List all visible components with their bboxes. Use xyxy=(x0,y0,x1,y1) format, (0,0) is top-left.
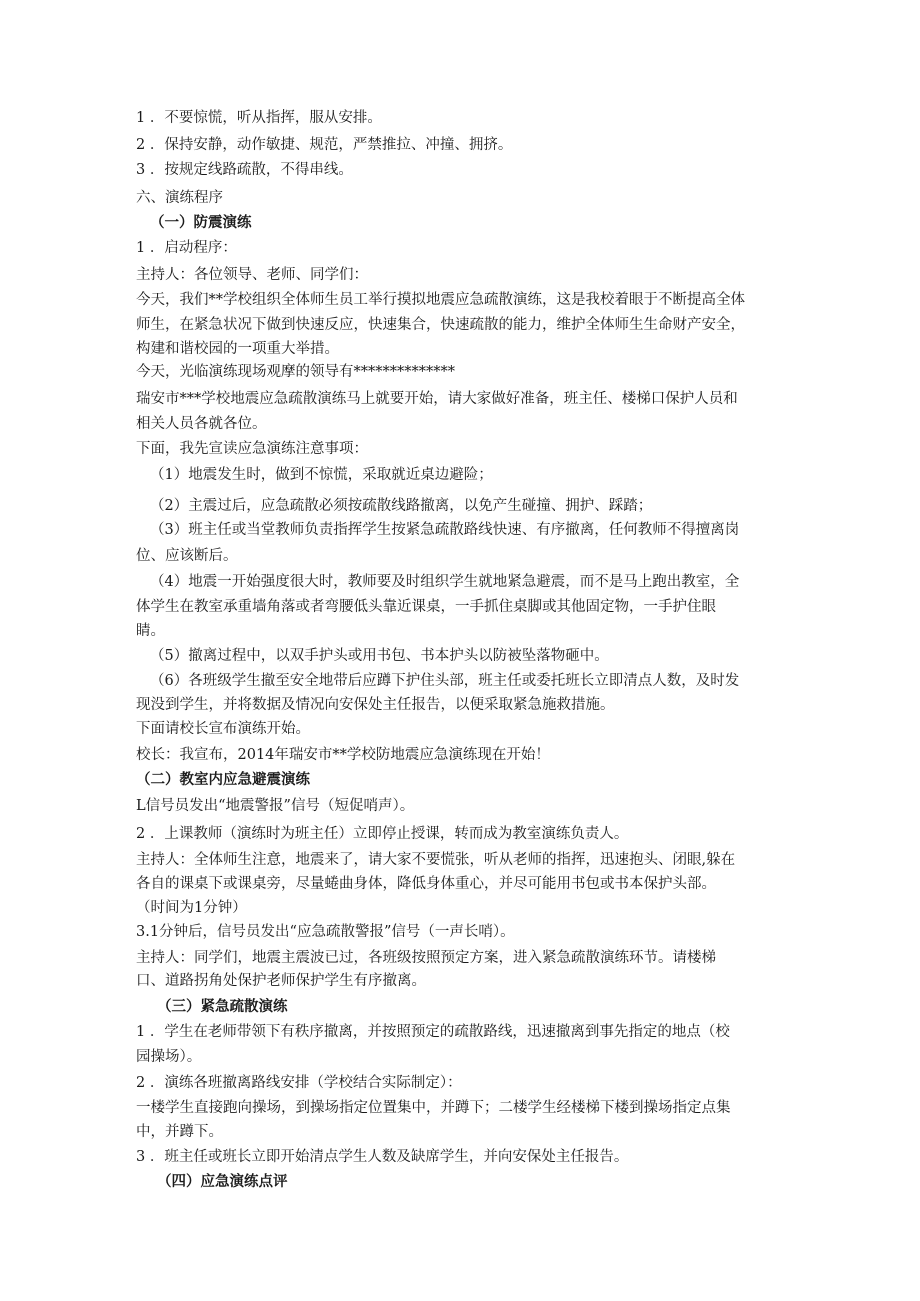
duration-note: （时间为1分钟） xyxy=(136,900,247,916)
classroom-step-1: L信号员发出“地震警报”信号（短促哨声）。 xyxy=(136,798,415,814)
classroom-step-2: 2 ．上课教师（演练时为班主任）立即停止授课，转而成为教室演练负责人。 xyxy=(136,826,629,842)
principal-intro: 下面请校长宣布演练开始。 xyxy=(136,721,310,737)
evacuation-route: 一楼学生直接跑向操场，到操场指定位置集中，并蹲下；二楼学生经楼梯下楼到操场指定点集 xyxy=(136,1100,731,1116)
host-instruction: 各自的课桌下或课桌旁，尽量蜷曲身体，降低身体重心，并尽可能用书包或书本保护头部。 xyxy=(136,876,716,892)
notice-item-4-cont: 睛。 xyxy=(136,623,165,639)
step-start-procedure: 1 ．启动程序： xyxy=(136,240,237,256)
notice-intro: 下面，我先宣读应急演练注意事项： xyxy=(136,441,368,457)
notice-item-5: （5）撤离过程中，以双手护头或用书包、书本护头以防被坠落物砸中。 xyxy=(150,648,609,664)
rule-item-3: 3 ．按规定线路疏散，不得串线。 xyxy=(136,162,353,178)
subsection-heading-earthquake-drill: （一）防震演练 xyxy=(150,214,252,231)
drill-start-notice: 相关人员各就各位。 xyxy=(136,416,267,432)
notice-item-6: （6）各班级学生撤至安全地带后应蹲下护住头部，班主任或委托班长立即清点人数，及时发 xyxy=(150,673,740,689)
host-speech-line: 师生，在紧急状况下做到快速反应，快速集合，快速疏散的能力，维护全体师生生命财产安全， xyxy=(136,317,745,333)
subsection-heading-classroom-drill: （二）教室内应急避震演练 xyxy=(136,771,310,788)
classroom-step-3: 3.1分钟后，信号员发出“应急疏散警报”信号（一声长哨）。 xyxy=(136,924,515,940)
evacuation-step-3: 3 ．班主任或班长立即开始清点学生人数及缺席学生，并向安保处主任报告。 xyxy=(136,1149,629,1165)
notice-item-3: （3）班主任或当堂教师负责指挥学生按紧急疏散路线快速、有序撤离，任何教师不得擅离岗 xyxy=(150,522,740,538)
host-speech-line: 今天，我们**学校组织全体师生员工举行摸拟地震应急疏散演练，这是我校着眼于不断提高全体 xyxy=(136,292,745,308)
notice-item-1: （1）地震发生时，做到不惊慌，采取就近桌边避险； xyxy=(150,467,493,483)
evacuation-step-2: 2 ．演练各班撤离路线安排（学校结合实际制定）： xyxy=(136,1075,462,1091)
host-evacuation-call: 口、道路拐角处保护老师保护学生有序撤离。 xyxy=(136,973,426,989)
drill-start-notice: 瑞安市***学校地震应急疏散演练马上就要开始，请大家做好准备，班主任、楼梯口保护人员和 xyxy=(136,391,738,407)
host-greeting: 主持人：各位领导、老师、同学们： xyxy=(136,267,368,283)
subsection-heading-evacuation-drill: （三）紧急疏散演练 xyxy=(157,998,288,1015)
notice-item-2: （2）主震过后，应急疏散必须按疏散线路撤离，以免产生碰撞、拥护、踩踏； xyxy=(150,498,653,514)
rule-item-2: 2 ．保持安静，动作敏捷、规范，严禁推拉、冲撞、拥挤。 xyxy=(136,137,513,153)
host-instruction: 主持人：全体师生注意，地震来了，请大家不要慌张，听从老师的指挥，迅速抱头、闭眼,躲在 xyxy=(136,852,736,868)
host-evacuation-call: 主持人：同学们，地震主震波已过，各班级按照预定方案，进入紧急疏散演练环节。请楼梯 xyxy=(136,950,716,966)
notice-item-4: （4）地震一开始强度很大时，教师要及时组织学生就地紧急避震，而不是马上跑出教室，全 xyxy=(150,574,740,590)
notice-item-3-cont: 位、应该断后。 xyxy=(136,548,238,564)
host-speech-line: 构建和谐校园的一项重大举措。 xyxy=(136,341,339,357)
subsection-heading-drill-review: （四）应急演练点评 xyxy=(157,1173,288,1190)
evacuation-step-1: 1 ．学生在老师带领下有秩序撤离，并按照预定的疏散路线，迅速撤离到事先指定的地点（校 xyxy=(136,1024,730,1040)
notice-item-6-cont: 现没到学生，并将数据及情况向安保处主任报告，以便采取紧急施救措施。 xyxy=(136,697,615,713)
leaders-present-line: 今天，光临演练现场观摩的领导有************** xyxy=(136,364,455,380)
section-heading-drill-procedure: 六、演练程序 xyxy=(136,190,223,206)
rule-item-1: 1 ．不要惊慌，听从指挥，服从安排。 xyxy=(136,110,382,126)
evacuation-step-1-cont: 园操场）。 xyxy=(136,1049,202,1065)
notice-item-4-cont: 体学生在教室承重墙角落或者弯腰低头靠近课桌，一手抓住桌脚或其他固定物，一手护住眼 xyxy=(136,599,716,615)
principal-announcement: 校长：我宣布，2014年瑞安市**学校防地震应急演练现在开始！ xyxy=(136,747,550,763)
evacuation-route-cont: 中，并蹲下。 xyxy=(136,1124,223,1140)
